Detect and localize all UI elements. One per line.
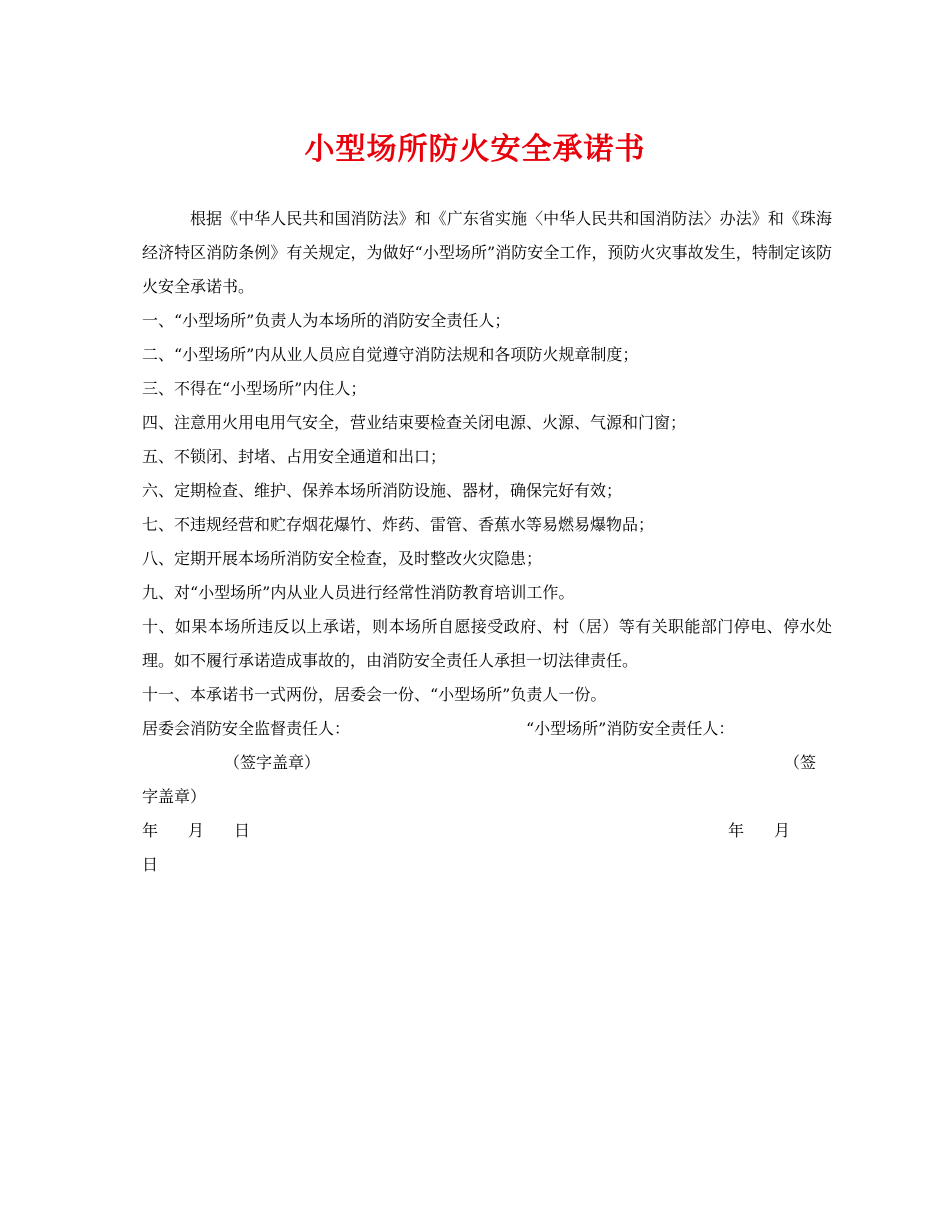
left-date-month: 月 bbox=[188, 821, 205, 840]
left-signatory-label: 居委会消防安全监督责任人： bbox=[142, 719, 351, 738]
right-date-day: 日 bbox=[142, 855, 159, 874]
right-seal-note-part1: （签 bbox=[784, 753, 817, 772]
clause-6: 六、定期检查、维护、保养本场所消防设施、器材，确保完好有效； bbox=[142, 481, 623, 500]
clause-2: 二、“小型场所”内从业人员应自觉遵守消防法规和各项防火规章制度； bbox=[142, 345, 639, 364]
seal-row-continued bbox=[142, 780, 832, 814]
right-date-year: 年 bbox=[728, 821, 745, 840]
left-date-year: 年 bbox=[142, 821, 159, 840]
clause-8: 八、定期开展本场所消防安全检查，及时整改火灾隐患； bbox=[142, 549, 543, 568]
clause-11: 十一、本承诺书一式两份，居委会一份、“小型场所”负责人一份。 bbox=[142, 685, 607, 704]
date-row bbox=[142, 814, 832, 848]
left-date-day: 日 bbox=[234, 821, 251, 840]
document-title: 小型场所防火安全承诺书 bbox=[304, 132, 646, 167]
clause-3: 三、不得在“小型场所”内住人； bbox=[142, 379, 367, 398]
document-body bbox=[142, 202, 832, 882]
clause-10: 十、如果本场所违反以上承诺，则本场所自愿接受政府、村（居）等有关职能部门停电、停水处理。如不履行承诺造成事故的，由消防安全责任人承担一切法律责任。 bbox=[142, 617, 832, 670]
right-seal-note-part2: 字盖章） bbox=[142, 787, 207, 806]
intro-paragraph: 根据《中华人民共和国消防法》和《广东省实施〈中华人民共和国消防法〉办法》和《珠海经济特区消防条例》有关规定，为做好“小型场所”消防安全工作，预防火灾事故发生，特制定该防火安全承诺书。 bbox=[142, 209, 832, 296]
right-signatory-label: “小型场所”消防安全责任人： bbox=[526, 719, 735, 738]
clause-7: 七、不违规经营和贮存烟花爆竹、炸药、雷管、香蕉水等易燃易爆物品； bbox=[142, 515, 655, 534]
left-seal-note: （签字盖章） bbox=[224, 753, 321, 772]
seal-row bbox=[142, 746, 832, 780]
clause-9: 九、对“小型场所”内从业人员进行经常性消防教育培训工作。 bbox=[142, 583, 575, 602]
clause-4: 四、注意用火用电用气安全，营业结束要检查关闭电源、火源、气源和门窗； bbox=[142, 413, 687, 432]
clause-1: 一、“小型场所”负责人为本场所的消防安全责任人； bbox=[142, 311, 511, 330]
date-row-continued bbox=[142, 848, 832, 882]
signature-labels-row bbox=[142, 712, 832, 746]
right-date-month: 月 bbox=[774, 821, 791, 840]
clause-5: 五、不锁闭、封堵、占用安全通道和出口； bbox=[142, 447, 447, 466]
